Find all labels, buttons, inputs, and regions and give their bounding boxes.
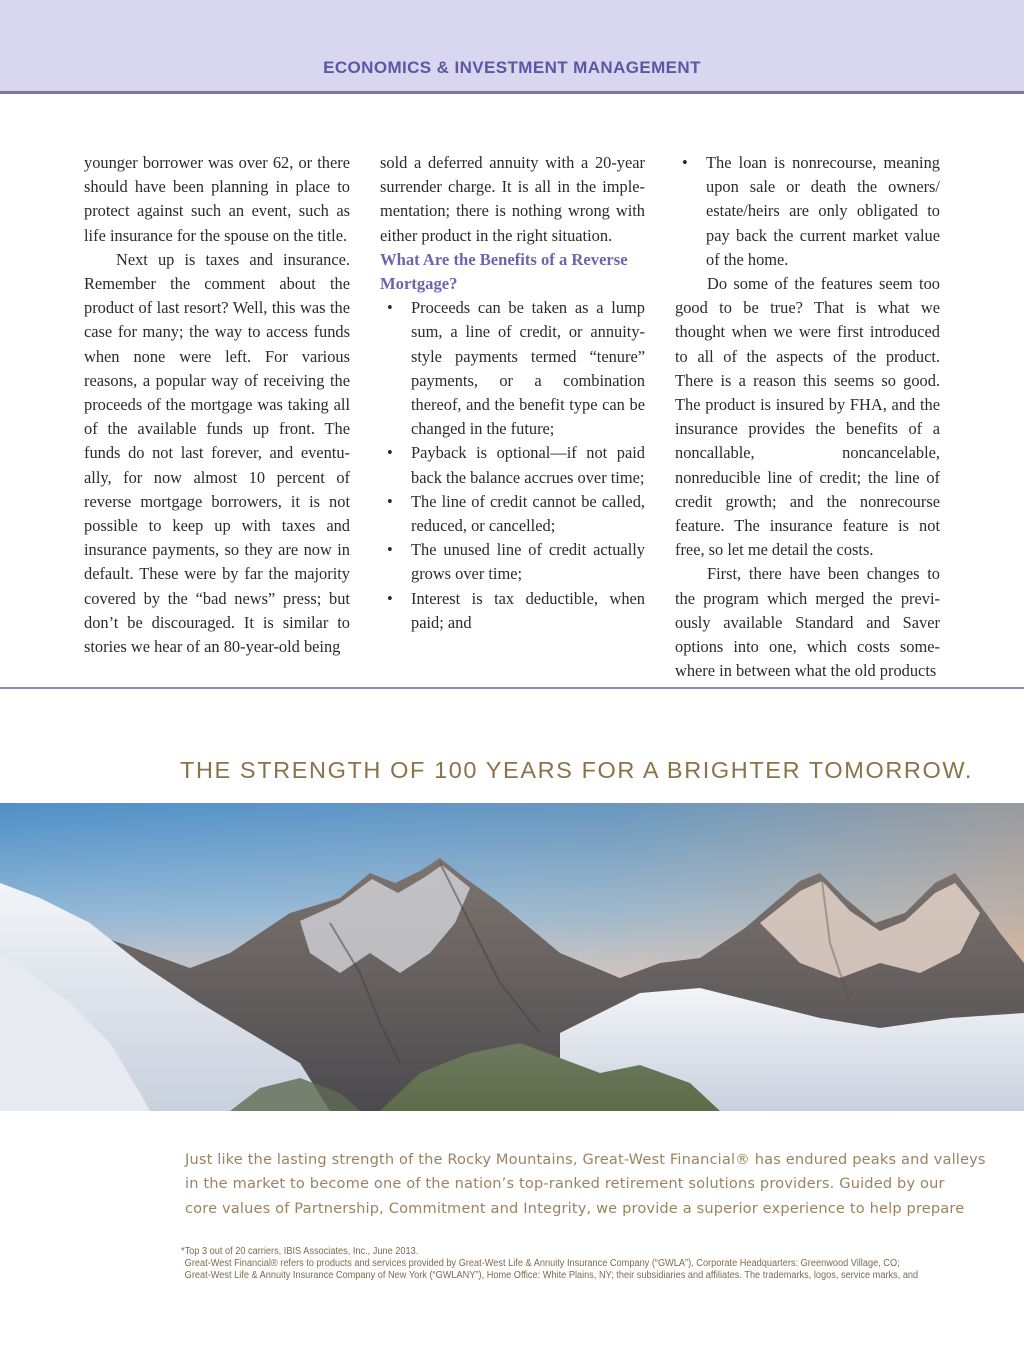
list-item: • Payback is optional—if not paid back the balance accrues over time; bbox=[380, 441, 645, 489]
article-column-1 bbox=[84, 151, 350, 659]
list-item: • The loan is nonrecourse, meaning upon sale or death the owners/ estate/heirs are only obligated to pay back the current market value of the home. bbox=[675, 151, 940, 272]
paragraph: Next up is taxes and insurance. Remember the comment about the product of last resort? Well, this was the case for many; the way to access funds when none were left. For various reasons, a popular way of receiving the proceeds of the mortgage was taking all of the available funds up front. The funds do not last forever, and eventually, for now almost 10 percent of reverse mortgage borrowers, it is not possible to keep up with taxes and insurance payments, so they are now in default. These were by far the majority covered by the “bad news” press; but don’t be discouraged. It is similar to stories we hear of an 80-year-old being bbox=[84, 249, 350, 657]
benefits-list-continued bbox=[675, 151, 940, 272]
paragraph: younger borrower was over 62, or there should have been planning in place to protect against such an event, such as life insurance for the spouse on the title. bbox=[84, 153, 350, 245]
list-item: • Proceeds can be taken as a lump sum, a line of credit, or annuity-style payments termed “tenure” payments, or a combination thereof, and the benefit type can be changed in the future; bbox=[380, 296, 645, 441]
article-column-3 bbox=[675, 151, 940, 683]
paragraph: sold a deferred annuity with a 20-year surrender charge. It is all in the implementation; there is nothing wrong with either product in the right situation. bbox=[380, 153, 645, 245]
ad-body-line: in the market to become one of the nation’s top-ranked retirement solutions providers. Guided by our bbox=[185, 1175, 945, 1193]
list-item: • Interest is tax deductible, when paid; and bbox=[380, 587, 645, 635]
list-item: • The unused line of credit actually grows over time; bbox=[380, 538, 645, 586]
ad-body-text bbox=[185, 1148, 985, 1221]
paragraph: Do some of the features seem too good to be true? That is what we thought when we were first introduced to all of the aspects of the product. There is a reason this seems so good. The product is insured by FHA, and the insurance provides the benefits of a noncallable, noncancelable, nonreducible line of credit; the line of credit growth; and the nonrecourse feature. The insurance feature is not free, so let me detail the costs. bbox=[675, 274, 940, 560]
footnote: *Top 3 out of 20 carriers, IBIS Associates, Inc., June 2013. bbox=[181, 1246, 419, 1257]
header-band bbox=[0, 0, 1024, 94]
section-subheading: What Are the Benefits of a Reverse Mortgage? bbox=[380, 249, 628, 294]
ad-headline: THE STRENGTH OF 100 YEARS FOR A BRIGHTER TOMORROW. bbox=[180, 757, 973, 783]
section-title: ECONOMICS & INVESTMENT MANAGEMENT bbox=[323, 58, 701, 77]
footnote: Great-West Life & Annuity Insurance Company of New York (“GWLANY”), Home Office: White Plains, NY; their subsidiaries and affiliates. The trademarks, logos, service marks, and bbox=[184, 1270, 919, 1282]
benefits-list bbox=[380, 296, 645, 635]
article-column-2 bbox=[380, 151, 645, 635]
ad-body-line: core values of Partnership, Commitment and Integrity, we provide a superior experience to help prepare bbox=[185, 1199, 965, 1217]
ad-footnotes bbox=[181, 1246, 935, 1283]
section-divider bbox=[0, 687, 1024, 689]
ad-body-line: Just like the lasting strength of the Rocky Mountains, Great-West Financial® has endured peaks and valleys bbox=[185, 1151, 986, 1168]
paragraph: First, there have been changes to the program which merged the previously available Standard and Saver options into one, which costs somewhere in between what the old products bbox=[675, 564, 940, 681]
list-item: • The line of credit cannot be called, reduced, or cancelled; bbox=[380, 490, 645, 538]
footnote: Great-West Financial® refers to products and services provided by Great-West Life & Annuity Insurance Company (“GWLA”), Corporate Headquarters: Greenwood Village, CO; bbox=[184, 1258, 900, 1270]
mountain-photo bbox=[0, 803, 1024, 1111]
